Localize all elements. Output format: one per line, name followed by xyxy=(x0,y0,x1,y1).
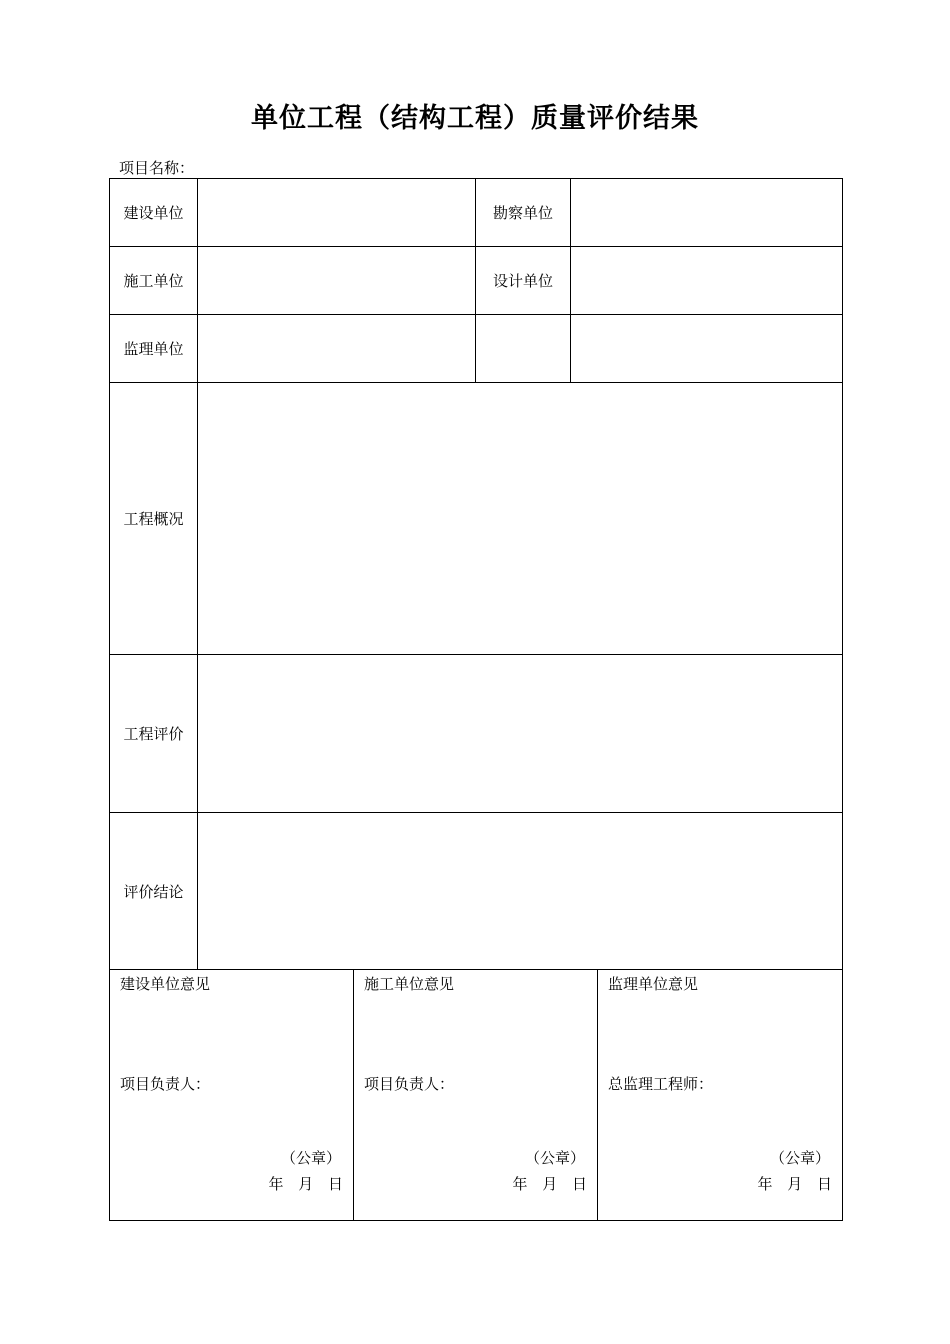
seal-label: （公章） xyxy=(524,1149,585,1167)
survey-unit-label: 勘察单位 xyxy=(476,179,571,247)
survey-unit-value[interactable] xyxy=(571,179,843,247)
evaluation-label: 工程评价 xyxy=(110,655,198,813)
blank-value-cell[interactable] xyxy=(571,315,843,383)
builder-unit-value[interactable] xyxy=(198,247,476,315)
supervision-unit-value[interactable] xyxy=(198,315,476,383)
overview-label: 工程概况 xyxy=(110,383,198,655)
conclusion-label: 评价结论 xyxy=(110,813,198,970)
blank-label-cell xyxy=(476,315,571,383)
signature-person-label: 项目负责人： xyxy=(364,1075,455,1093)
signature-block-supervision[interactable] xyxy=(598,969,843,1221)
supervision-unit-label: 监理单位 xyxy=(110,315,198,383)
signature-heading: 建设单位意见 xyxy=(120,975,211,993)
signature-block-construction[interactable] xyxy=(110,969,354,1221)
date-label: 年 月 日 xyxy=(512,1175,587,1193)
date-label: 年 月 日 xyxy=(757,1175,832,1193)
construction-unit-label: 建设单位 xyxy=(110,179,198,247)
project-name-label: 项目名称： xyxy=(119,159,195,177)
evaluation-value[interactable] xyxy=(198,655,843,813)
date-label: 年 月 日 xyxy=(268,1175,343,1193)
page-title: 单位工程（结构工程）质量评价结果 xyxy=(251,103,699,134)
conclusion-value[interactable] xyxy=(198,813,843,970)
design-unit-value[interactable] xyxy=(571,247,843,315)
signature-block-builder[interactable] xyxy=(354,969,598,1221)
signature-heading: 监理单位意见 xyxy=(608,975,699,993)
builder-unit-label: 施工单位 xyxy=(110,247,198,315)
construction-unit-value[interactable] xyxy=(198,179,476,247)
design-unit-label: 设计单位 xyxy=(476,247,571,315)
signature-person-label: 项目负责人： xyxy=(120,1075,211,1093)
signature-heading: 施工单位意见 xyxy=(364,975,455,993)
info-table xyxy=(109,178,843,970)
overview-value[interactable] xyxy=(198,383,843,655)
signature-table xyxy=(109,969,843,1221)
signature-person-label: 总监理工程师： xyxy=(608,1075,714,1093)
seal-label: （公章） xyxy=(280,1149,341,1167)
seal-label: （公章） xyxy=(769,1149,830,1167)
